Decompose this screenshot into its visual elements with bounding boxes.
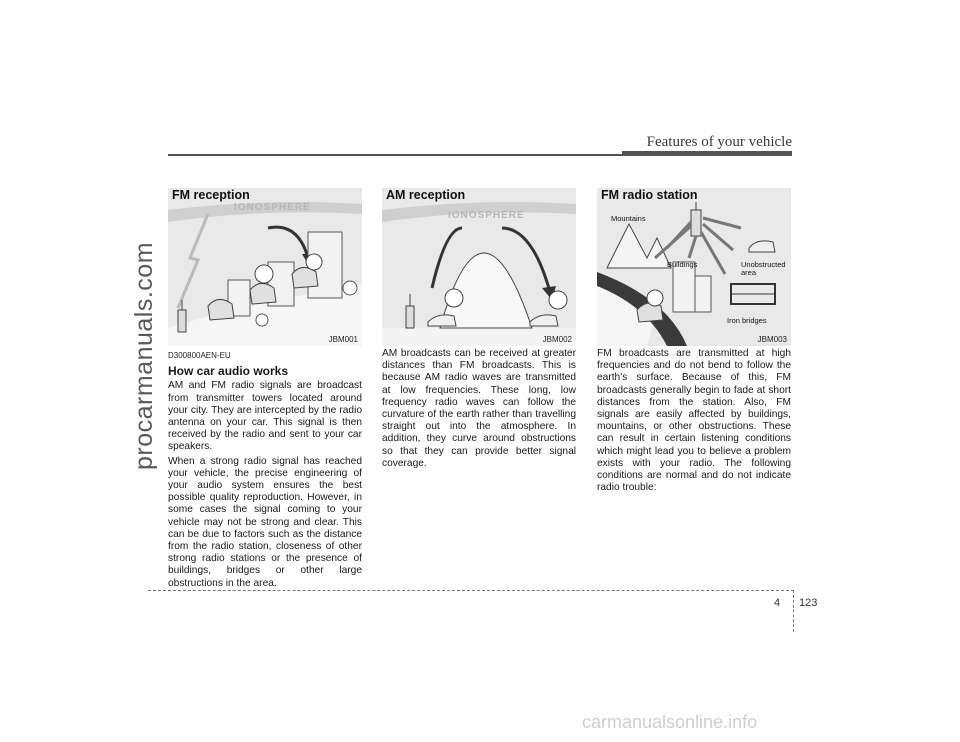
column-middle	[382, 348, 576, 472]
label-unobstructed: Unobstructed	[741, 260, 786, 269]
figure-am-reception	[382, 188, 576, 346]
bottom-watermark: carmanualsonline.info	[582, 712, 758, 732]
document-code: D300800AEN-EU	[168, 351, 231, 360]
figure-code: JBM003	[757, 335, 787, 344]
label-area: area	[741, 268, 757, 277]
label-buildings: Buildings	[667, 260, 698, 269]
section-heading: How car audio works	[168, 364, 289, 379]
figure-fm-reception	[168, 188, 362, 346]
paragraph: AM and FM radio signals are broadcast from transmitter towers located around your city. They are intercepted by the radio antenna on your car. This signal is then received by the radio and sent to your car speakers.	[168, 380, 362, 453]
ionosphere-label: IONOSPHERE	[234, 202, 311, 213]
figure-fm-radio-station	[597, 188, 791, 346]
ionosphere-label: IONOSPHERE	[448, 210, 525, 221]
vertical-watermark: procarmanuals.com	[130, 241, 158, 470]
column-right	[597, 348, 791, 496]
figure-title: FM radio station	[601, 188, 698, 202]
chapter-number: 4	[774, 597, 781, 609]
paragraph: FM broadcasts are transmitted at high frequencies and do not bend to follow the earth's surface. Because of this, FM broadcasts generally begin to fade at short distances from the station. Also, FM signals are easily affected by buildings, mountains, or other obstructions. These can result in certain listening conditions which might lead you to believe a problem exists with your radio. The following conditions are normal and do not indicate radio trouble:	[597, 348, 791, 494]
figure-title: AM reception	[386, 188, 466, 202]
figure-code: JBM002	[542, 335, 572, 344]
label-iron-bridges: Iron bridges	[727, 316, 767, 325]
footer-divider	[793, 590, 794, 632]
page-number: 123	[799, 597, 818, 609]
header-rule-accent	[622, 151, 792, 156]
label-mountains: Mountains	[611, 214, 646, 223]
paragraph: AM broadcasts can be received at greater distances than FM broadcasts. This is because AM radio waves are transmitted at low frequencies. These long, low frequency radio waves can follow the curvature of the earth rather than travelling straight out into the atmosphere. In addition, they curve around obstructions so that they can provide better signal coverage.	[382, 348, 576, 469]
footer-rule	[148, 590, 794, 591]
section-header-title: Features of your vehicle	[646, 134, 792, 150]
figure-code: JBM001	[328, 335, 358, 344]
column-left	[168, 348, 362, 592]
figure-title: FM reception	[172, 188, 250, 202]
paragraph: When a strong radio signal has reached your vehicle, the precise engineering of your audio system ensures the best possible quality reproduction. However, in some cases the signal coming to your vehicle may not be strong and clear. This can be due to factors such as the distance from the radio station, closeness of other strong radio stations or the presence of buildings, bridges or other large obstructions in the area.	[168, 455, 362, 589]
